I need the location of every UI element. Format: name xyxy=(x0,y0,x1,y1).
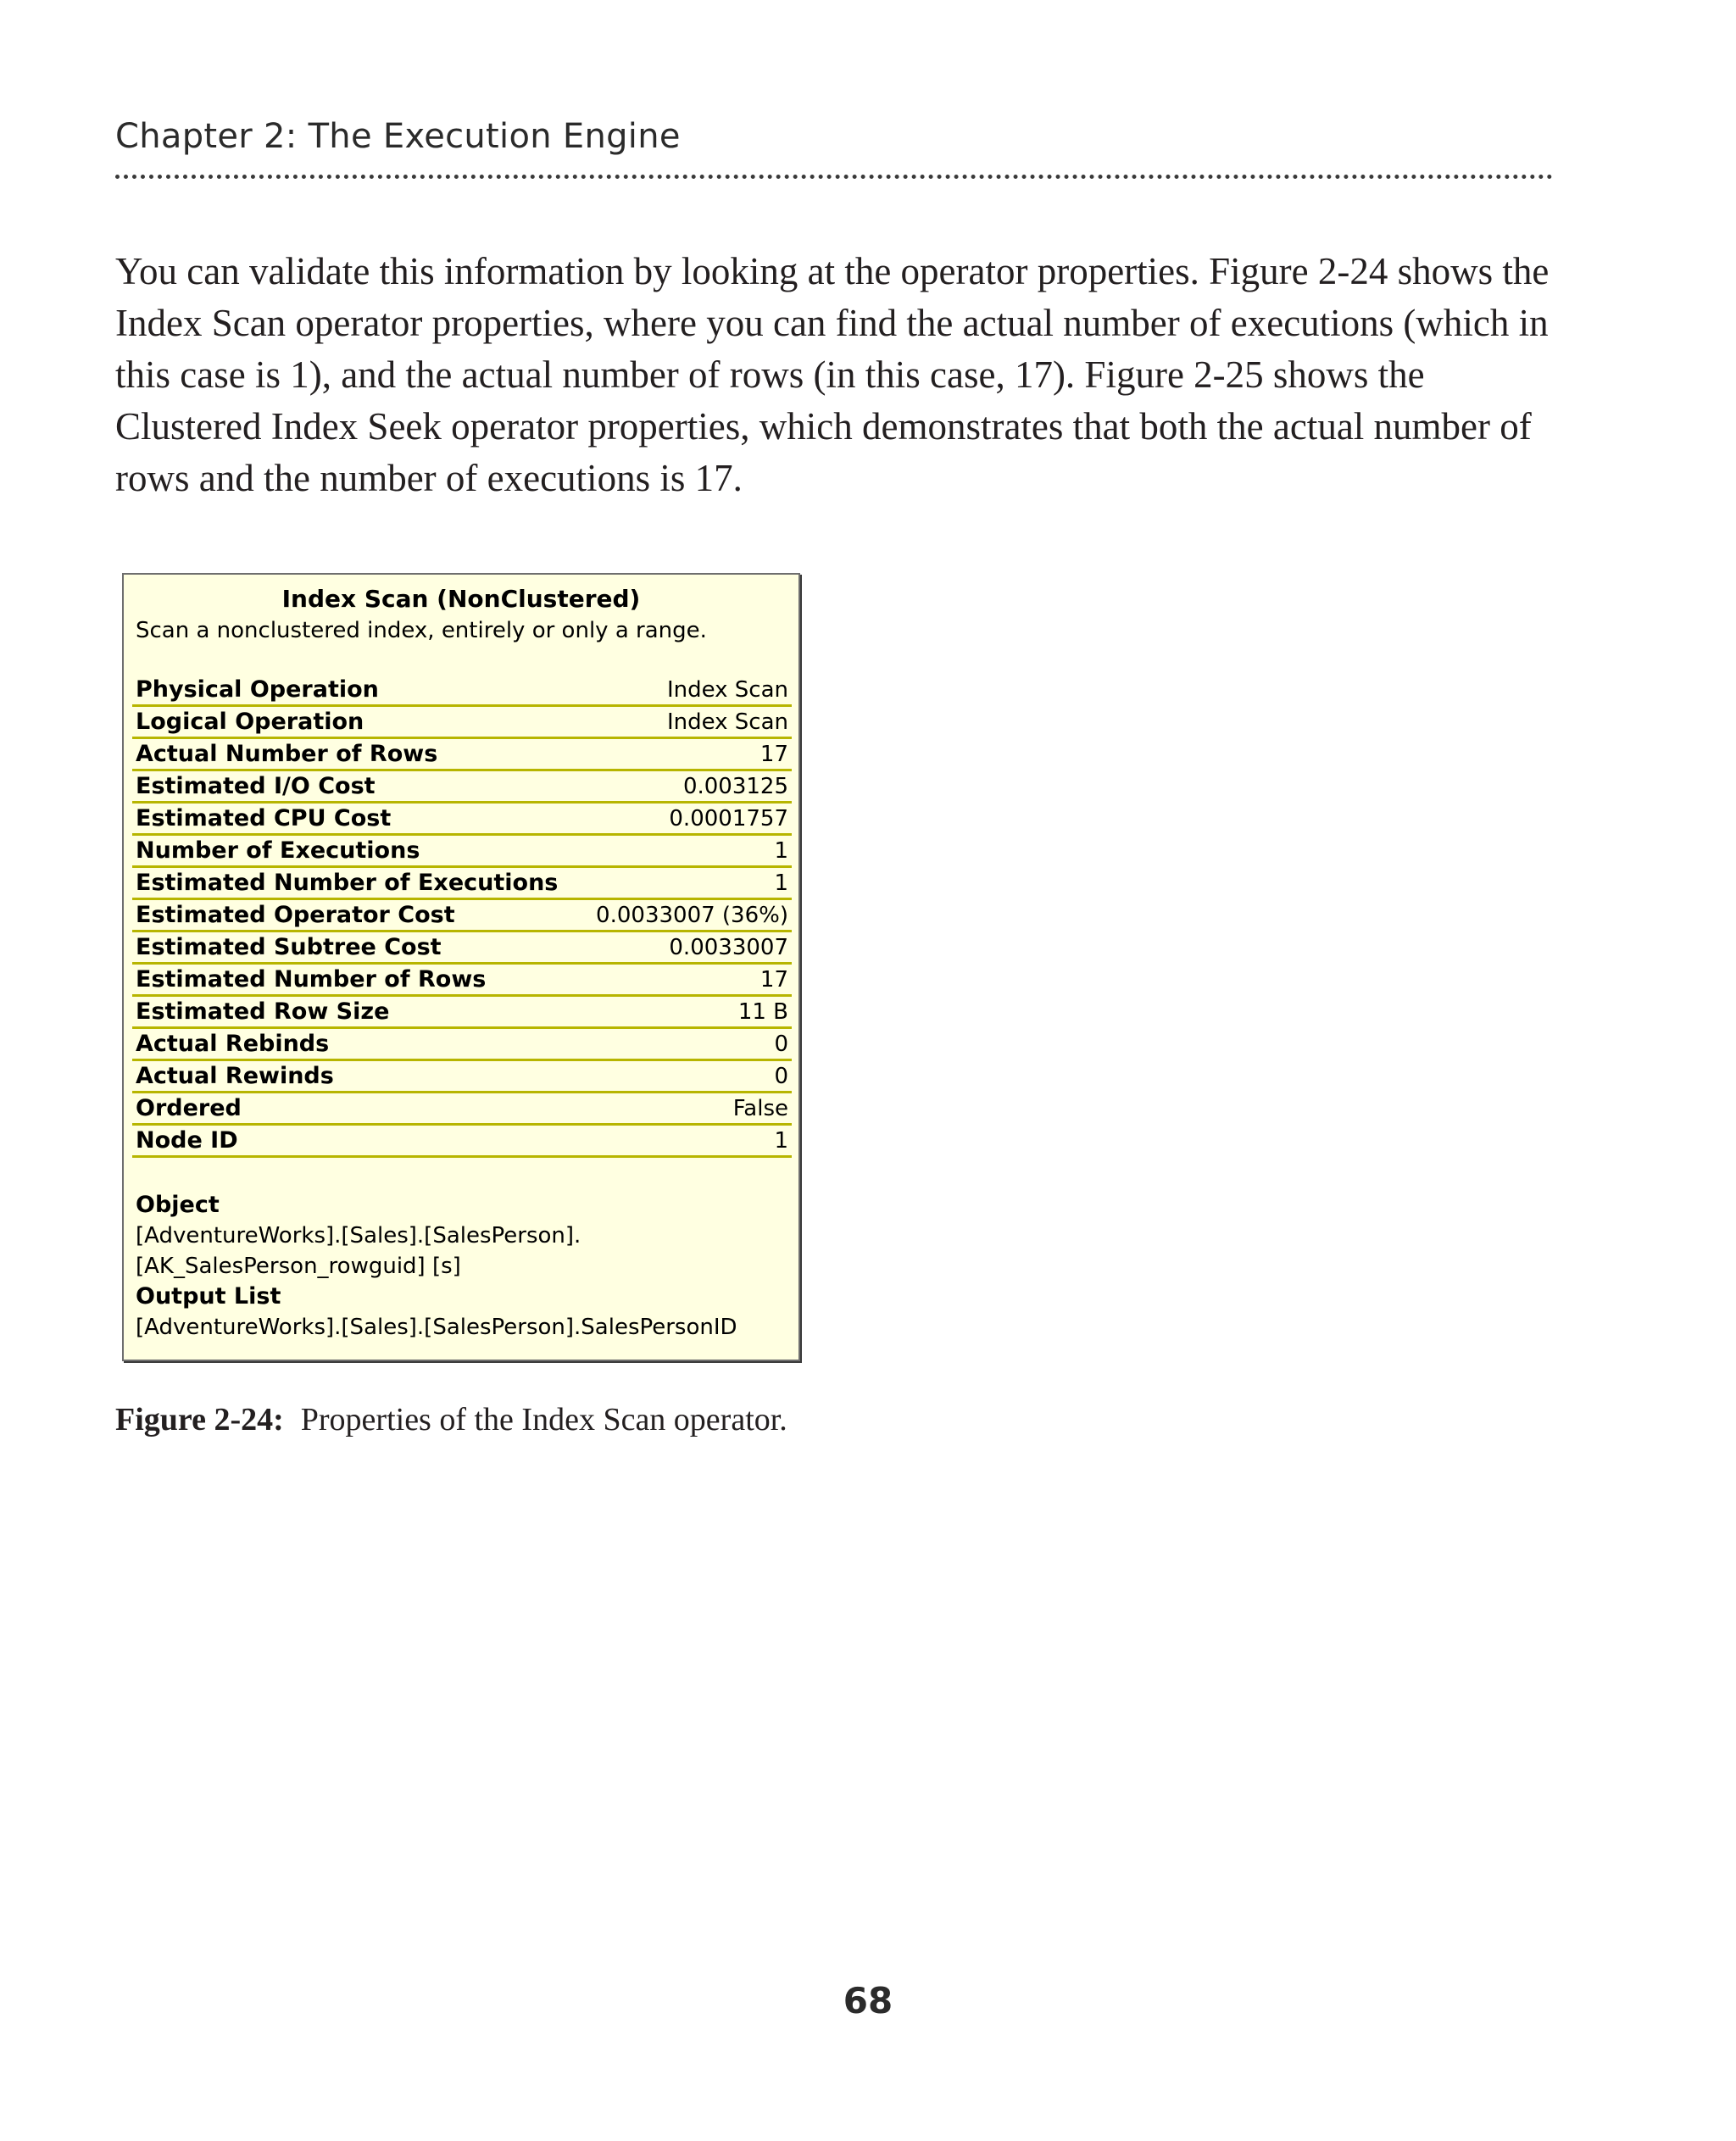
property-value: 1 xyxy=(774,838,788,864)
property-row xyxy=(132,1031,792,1061)
property-label: Estimated Row Size xyxy=(136,998,390,1025)
running-head: Chapter 2: The Execution Engine xyxy=(115,117,681,156)
operator-properties-tooltip xyxy=(122,573,800,1361)
object-value-line-1: [AdventureWorks].[Sales].[SalesPerson]. xyxy=(136,1223,581,1248)
tooltip-description: Scan a nonclustered index, entirely or only a range. xyxy=(136,618,707,643)
property-row xyxy=(132,741,792,771)
property-label: Ordered xyxy=(136,1095,242,1121)
property-row xyxy=(132,902,792,932)
property-value: 11 B xyxy=(737,999,788,1025)
property-label: Actual Number of Rows xyxy=(136,741,438,767)
property-label: Node ID xyxy=(136,1127,238,1154)
figure-caption xyxy=(115,1399,787,1441)
tooltip-title: Index Scan (NonClustered) xyxy=(281,585,641,613)
page-number: 68 xyxy=(843,1980,893,2021)
property-value: 0.003125 xyxy=(682,774,788,799)
property-value: 1 xyxy=(774,870,788,896)
body-paragraph: You can validate this information by looking at the operator properties. Figure 2-24 shows the Index Scan operator properties, where you can find the actual number of executions (which in this case is 1), and the actual number of rows (in this case, 17). Figure 2-25 shows the Clustered Index Seek operator properties, which demonstrates that both the actual number of rows and the number of executions is 17. xyxy=(115,250,1550,499)
property-row xyxy=(132,1127,792,1158)
property-row xyxy=(132,676,792,707)
header-dotted-rule xyxy=(115,175,1553,179)
property-label: Logical Operation xyxy=(136,709,364,735)
property-row xyxy=(132,870,792,900)
property-label: Number of Executions xyxy=(136,837,420,864)
figure-number: Figure 2-24: xyxy=(115,1402,284,1438)
property-label: Estimated Subtree Cost xyxy=(136,934,442,960)
property-value: 1 xyxy=(774,1128,788,1154)
property-row xyxy=(132,966,792,997)
property-label: Estimated I/O Cost xyxy=(136,773,376,799)
property-row xyxy=(132,837,792,868)
property-value: False xyxy=(732,1096,788,1121)
property-value: 0.0033007 (36%) xyxy=(596,903,788,928)
property-label: Physical Operation xyxy=(136,676,379,703)
property-row xyxy=(132,805,792,836)
property-row xyxy=(132,1063,792,1093)
property-row xyxy=(132,1095,792,1126)
property-value: 0.0033007 xyxy=(669,935,788,960)
property-value: 0.0001757 xyxy=(669,806,788,831)
property-label: Actual Rewinds xyxy=(136,1063,334,1089)
property-label: Estimated CPU Cost xyxy=(136,805,392,831)
output-list-value: [AdventureWorks].[Sales].[SalesPerson].SalesPersonID xyxy=(136,1315,737,1340)
property-value: 0 xyxy=(774,1064,788,1089)
output-list-label: Output List xyxy=(136,1283,281,1310)
property-row xyxy=(132,709,792,739)
property-value: Index Scan xyxy=(666,677,788,703)
object-value-line-2: [AK_SalesPerson_rowguid] [s] xyxy=(136,1254,461,1279)
property-row xyxy=(132,934,792,965)
property-label: Actual Rebinds xyxy=(136,1031,330,1057)
property-value: 0 xyxy=(774,1032,788,1057)
property-label: Estimated Number of Executions xyxy=(136,870,559,896)
object-section xyxy=(136,1190,788,1343)
figure-caption-text: Properties of the Index Scan operator. xyxy=(300,1402,787,1438)
properties-table xyxy=(132,676,792,1159)
object-label: Object xyxy=(136,1192,220,1218)
property-label: Estimated Operator Cost xyxy=(136,902,455,928)
property-row xyxy=(132,773,792,804)
property-value: 17 xyxy=(760,967,788,993)
property-row xyxy=(132,998,792,1029)
property-value: 17 xyxy=(760,742,788,767)
property-label: Estimated Number of Rows xyxy=(136,966,487,993)
property-value: Index Scan xyxy=(666,709,788,735)
